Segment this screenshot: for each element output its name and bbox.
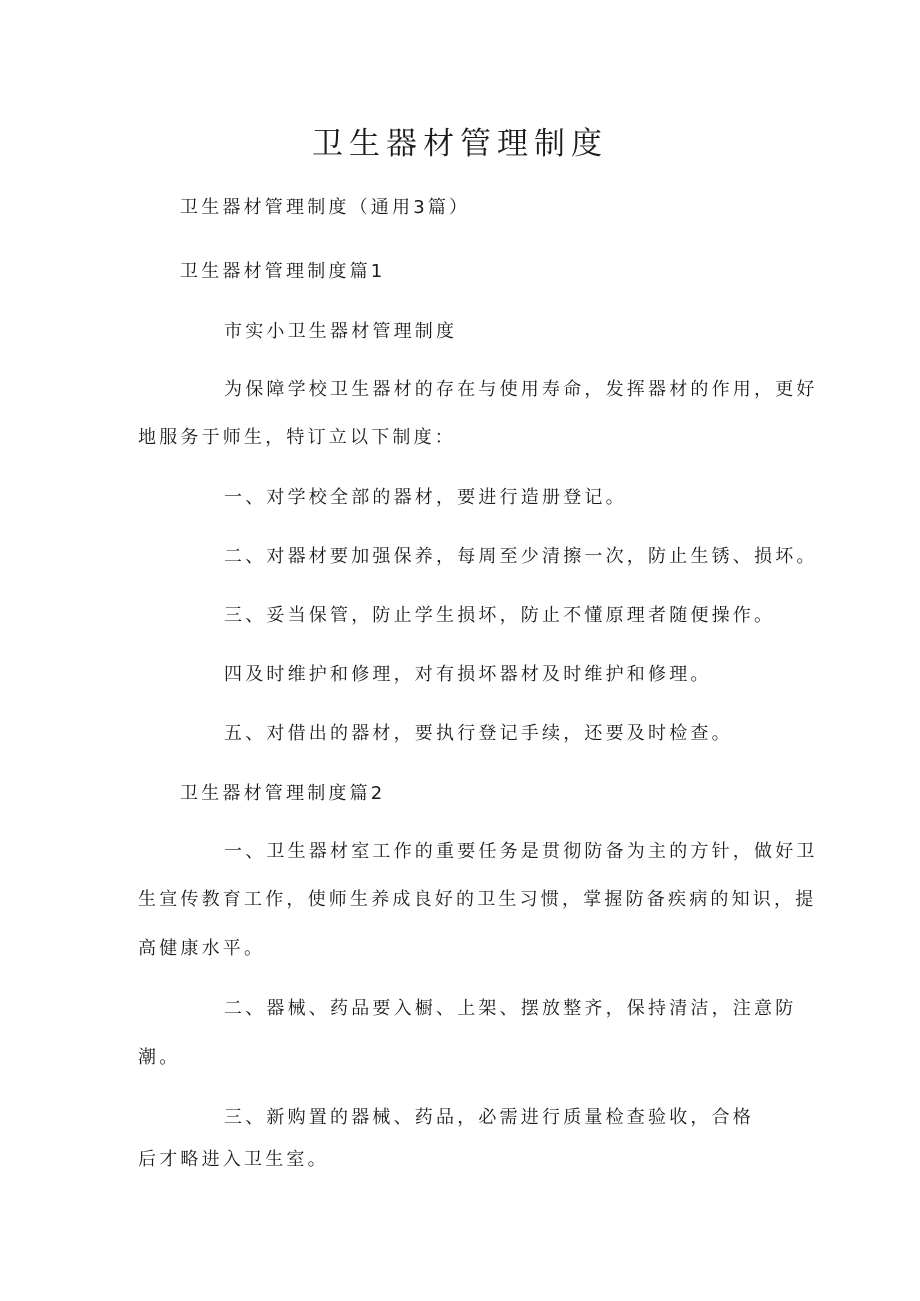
article1-intro-line1: 为保障学校卫生器材的存在与使用寿命，发挥器材的作用，更好 <box>224 379 818 400</box>
article1-item-5: 五、对借出的器材，要执行登记手续，还要及时检查。 <box>224 723 733 744</box>
article2-heading: 卫生器材管理制度篇2 <box>180 783 386 804</box>
document-subtitle: 卫生器材管理制度（通用3篇） <box>180 197 471 218</box>
article2-item1-line2: 生宣传教育工作，使师生养成良好的卫生习惯，掌握防备疾病的知识，提 <box>138 889 817 910</box>
article1-item-4: 四及时维护和修理，对有损坏器材及时维护和修理。 <box>224 664 712 685</box>
article2-item1-line3: 高健康水平。 <box>138 938 266 959</box>
article2-item1-line1: 一、卫生器材室工作的重要任务是贯彻防备为主的方针，做好卫 <box>224 841 818 862</box>
article1-item-1: 一、对学校全部的器材，要进行造册登记。 <box>224 487 627 508</box>
article2-item2-line1: 二、器械、药品要入橱、上架、摆放整齐，保持清洁，注意防 <box>224 998 797 1019</box>
article1-item-2: 二、对器材要加强保养，每周至少清擦一次，防止生锈、损坏。 <box>224 546 818 567</box>
article1-name: 市实小卫生器材管理制度 <box>224 321 458 342</box>
article1-heading: 卫生器材管理制度篇1 <box>180 261 386 282</box>
article2-item2-line2: 潮。 <box>138 1047 181 1068</box>
article2-item3-line2: 后才略进入卫生室。 <box>138 1149 329 1170</box>
article1-item-3: 三、妥当保管，防止学生损坏，防止不懂原理者随便操作。 <box>224 605 776 626</box>
article1-intro-line2: 地服务于师生，特订立以下制度： <box>138 427 456 448</box>
document-title: 卫生器材管理制度 <box>312 126 608 162</box>
article2-item3-line1: 三、新购置的器械、药品，必需进行质量检查验收，合格 <box>224 1107 754 1128</box>
